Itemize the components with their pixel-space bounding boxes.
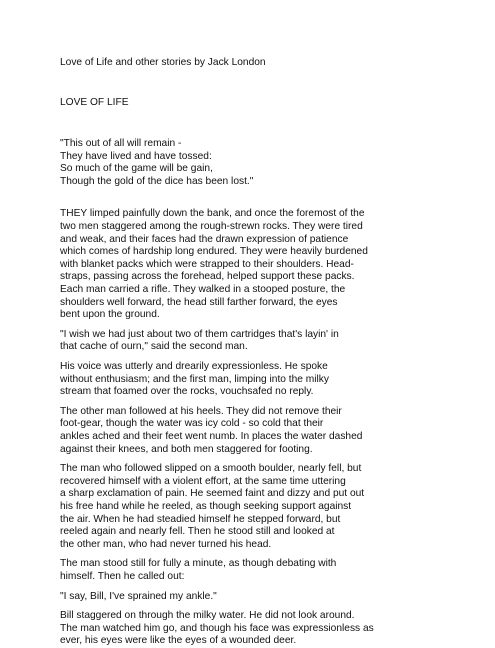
paragraph-line: ankles ached and their feet went numb. In places the water dashed [60,430,363,442]
paragraph-line: a sharp exclamation of pain. He seemed faint and dizzy and put out [60,488,365,500]
paragraph-line: which comes of hardship long endured. They were heavily burdened [60,246,368,258]
paragraph-6 [60,558,480,583]
paragraph-line: that cache of ourn," said the second man. [60,341,248,353]
epigraph-line: So much of the game will be gain, [60,163,213,175]
paragraph-line: foot-gear, though the water was icy cold - so cold that their [60,418,324,430]
paragraph-line: "I wish we had just about two of them cartridges that's layin' in [60,328,339,340]
paragraph-line: His voice was utterly and drearily expressionless. He spoke [60,361,328,372]
paragraph-line: Each man carried a rifle. They walked in a stooped posture, the [60,283,346,295]
paragraph-line: against their knees, and both men staggered for footing. [60,443,313,455]
paragraph-line: shoulders well forward, the head still farther forward, the eyes [60,296,338,308]
paragraph-line: straps, passing across the forehead, helped support these packs. [60,271,355,283]
paragraph-line: recovered himself with a violent effort, at the same time uttering [60,475,346,487]
epigraph-line: Though the gold of the dice has been lost." [60,175,254,187]
paragraph-7 [60,591,480,604]
paragraph-line: his free hand while he reeled, as though seeking support against [60,500,352,512]
paragraph-4 [60,406,480,456]
epigraph-line: "This out of all will remain - [60,138,182,149]
paragraph-line: stream that foamed over the rocks, vouchsafed no reply. [60,386,314,398]
paragraph-8 [60,610,480,648]
paragraph-line: himself. Then he called out: [60,570,185,582]
paragraph-line: and weak, and their faces had the drawn expression of patience [60,233,349,245]
paragraph-line: Bill staggered on through the milky water. He did not look around. [60,610,355,622]
paragraph-5 [60,463,480,551]
document-title [60,97,480,110]
paragraph-line: "I say, Bill, I've sprained my ankle." [60,590,217,602]
header-line: Love of Life and other stories by Jack London [60,57,266,68]
epigraph [60,138,480,188]
paragraph-1 [60,208,480,321]
paragraph-line: ever, his eyes were like the eyes of a wounded deer. [60,635,297,647]
paragraph-line: The man stood still for fully a minute, as though debating with [60,558,337,570]
paragraph-line: The other man followed at his heels. They did not remove their [60,405,342,417]
paragraph-line: the air. When he had steadied himself he stepped forward, but [60,513,341,525]
paragraph-3 [60,361,480,399]
title-line: LOVE OF LIFE [60,97,129,108]
epigraph-line: They have lived and have tossed: [60,150,212,162]
document-header [60,57,480,70]
paragraph-line: two men staggered among the rough-strewn rocks. They were tired [60,220,363,232]
paragraph-line: The man watched him go, and though his face was expressionless as [60,622,374,634]
paragraph-line: The man who followed slipped on a smooth boulder, nearly fell, but [60,463,362,475]
paragraph-line: without enthusiasm; and the first man, limping into the milky [60,373,329,385]
paragraph-line: the other man, who had never turned his head. [60,538,272,550]
paragraph-line: THEY limped painfully down the bank, and once the foremost of the [60,208,365,220]
paragraph-line: reeled again and nearly fell. Then he stood still and looked at [60,526,335,538]
paragraph-line: with blanket packs which were strapped to their shoulders. Head- [60,258,354,270]
paragraph-line: bent upon the ground. [60,309,160,321]
paragraph-2 [60,329,480,354]
